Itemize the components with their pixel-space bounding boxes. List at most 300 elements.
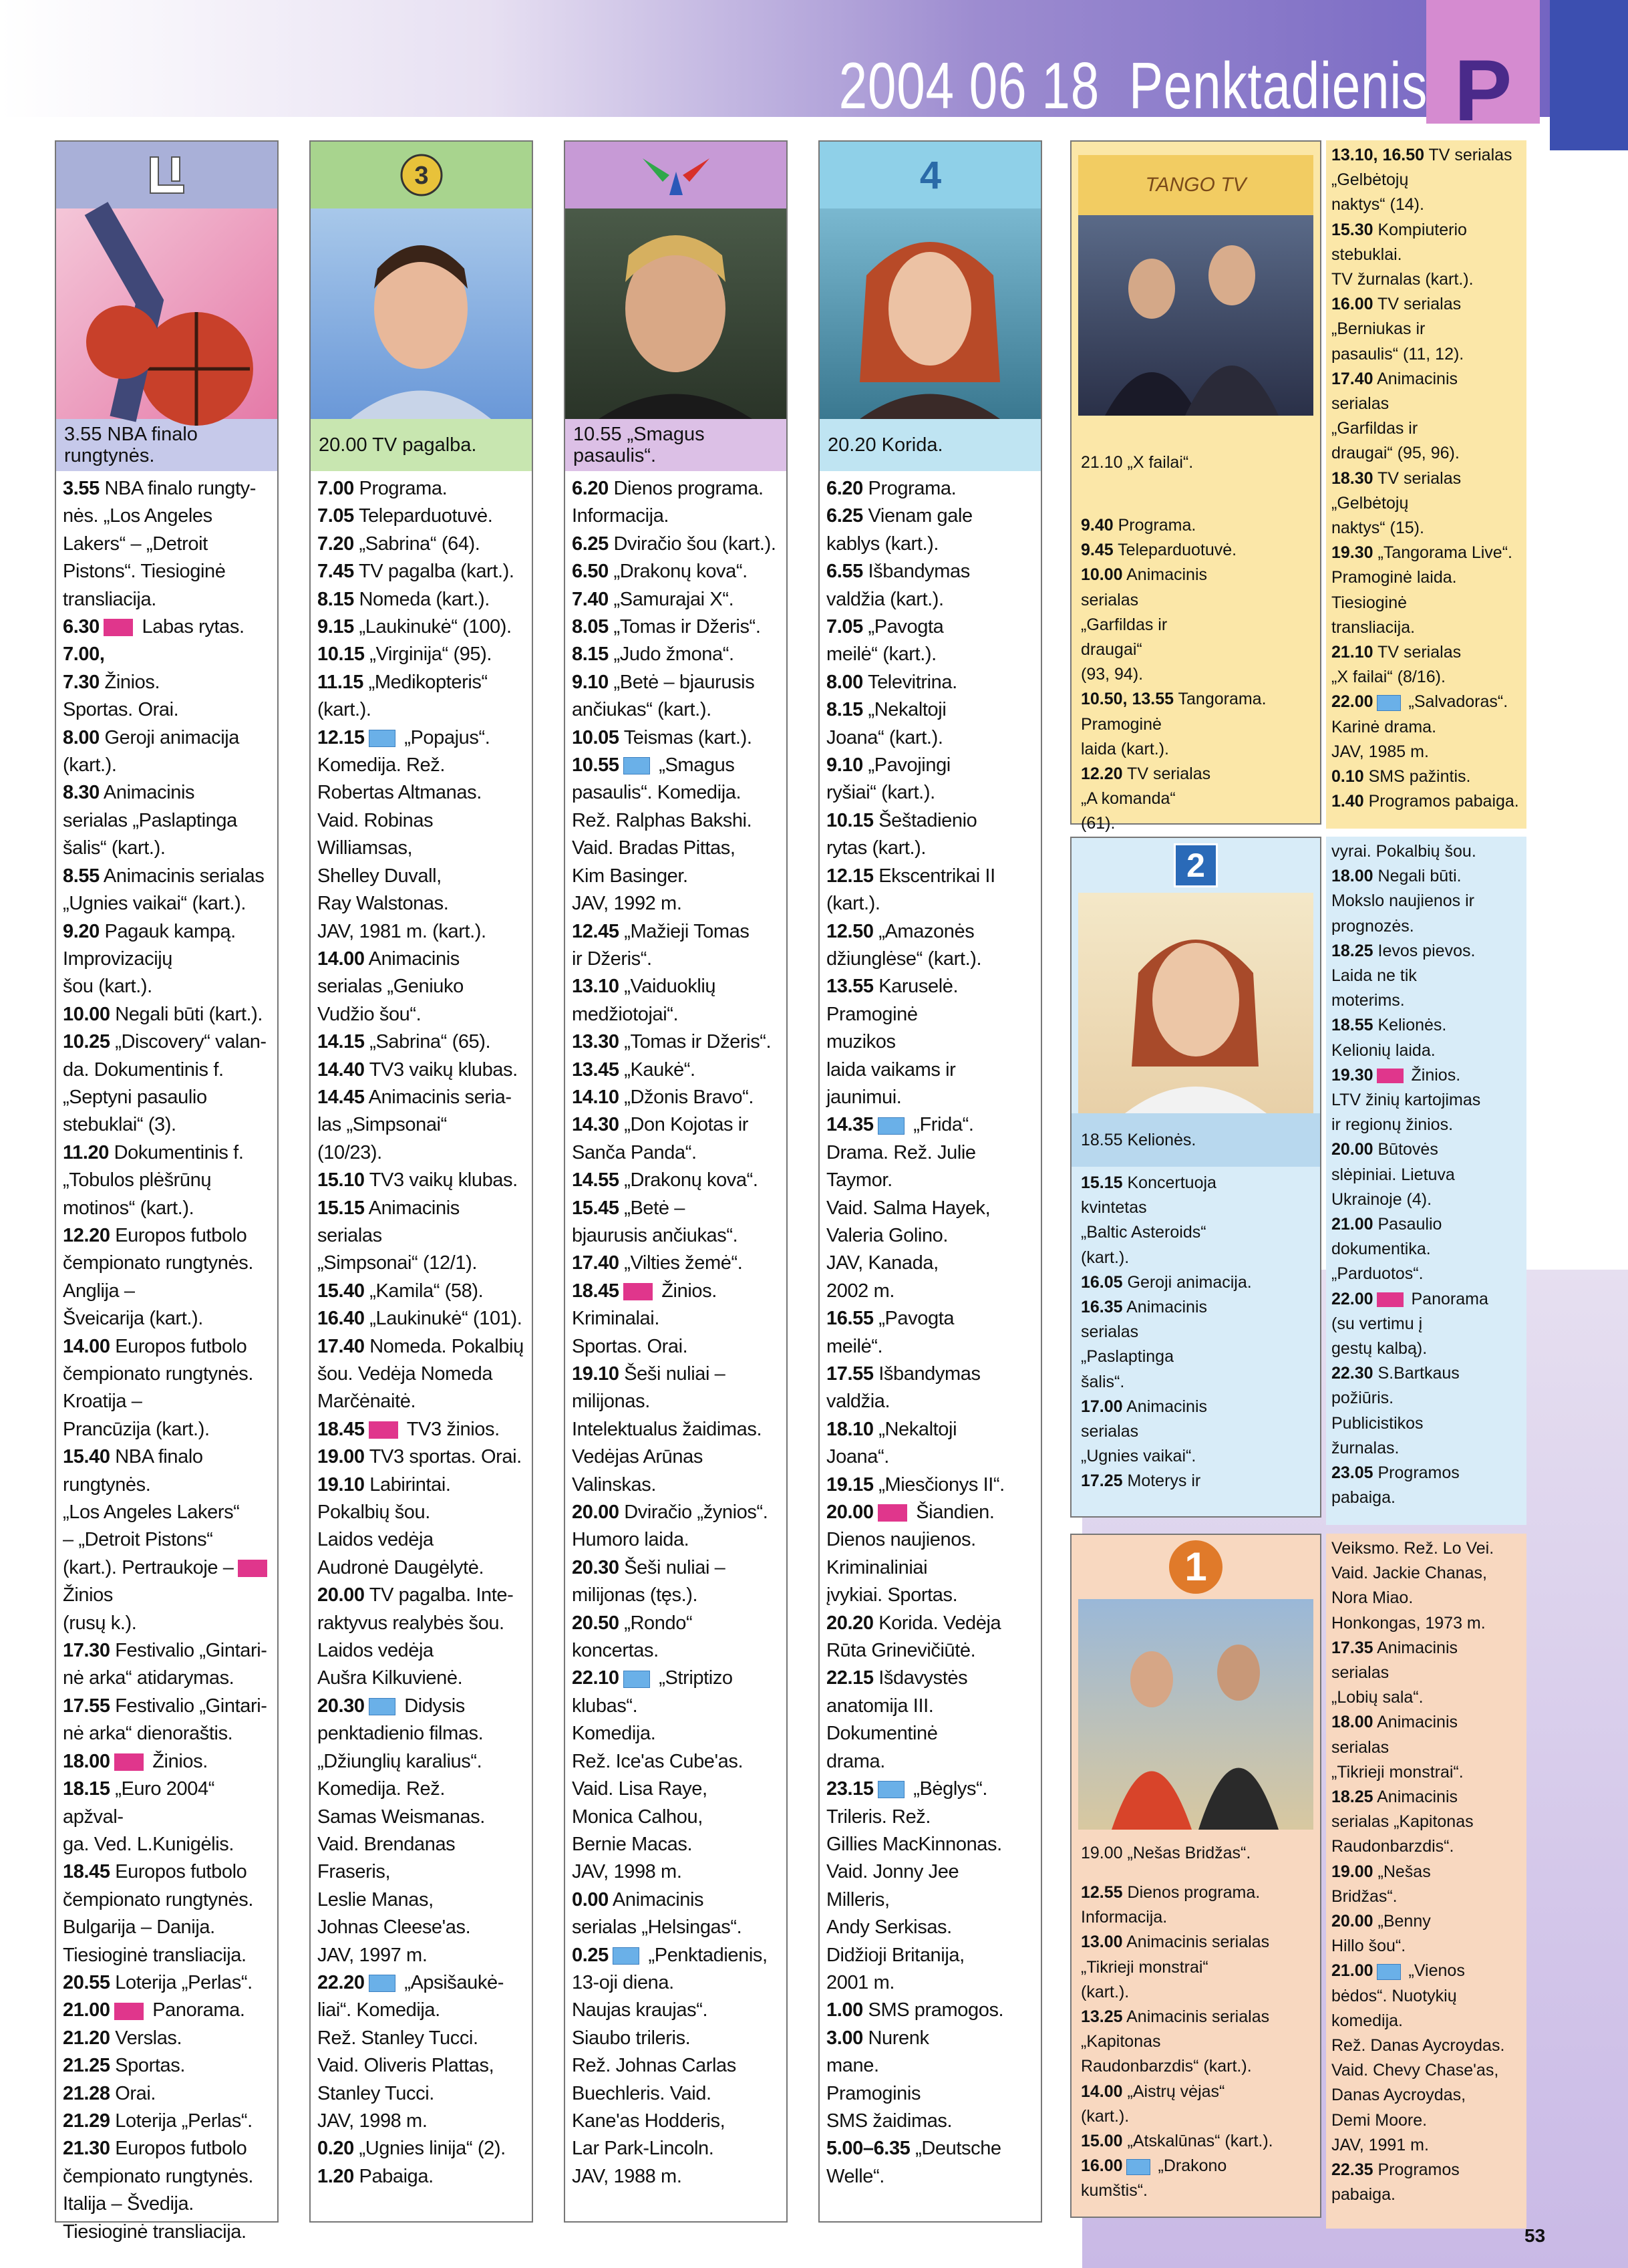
program-title: Koncertuoja kvintetas „Baltic Asteroids“ (kart.).: [1081, 1173, 1216, 1267]
program-time: 18.00: [1331, 867, 1373, 886]
program-entry: [826, 475, 1035, 503]
film-icon: [369, 730, 395, 747]
program-title: Kompiuterio stebuklai. TV žurnalas (kart.).: [1331, 220, 1474, 289]
program-title: Programa.: [862, 478, 957, 499]
program-title: „Pavogta meilė“.: [826, 1308, 955, 1357]
program-title: Animacinis serialas „Lobių sala“.: [1331, 1638, 1458, 1707]
film-icon: [1377, 1964, 1401, 1980]
program-entry: [63, 1222, 272, 1333]
program-title: „Euro 2004“ apžval- ga. Ved. L.Kunigėlis.: [63, 1778, 234, 1855]
program-entry: [572, 1886, 781, 1942]
schedule-list: [56, 471, 277, 2246]
program-entry: [572, 1278, 781, 1361]
program-title: Tangorama. Pramoginė laida (kart.).: [1081, 690, 1267, 758]
program-entry: [572, 531, 781, 558]
program-entry: [572, 1056, 781, 1084]
program-title: Dviračio „žynios“. Humoro laida.: [572, 1502, 768, 1551]
program-time: 20.00: [1331, 1140, 1373, 1159]
program-entry: [317, 558, 526, 585]
news-icon: [878, 1504, 907, 1522]
program-entry: [63, 2080, 272, 2108]
program-entry: [826, 1361, 1035, 1416]
program-title: Kelionės. Kelionių laida.: [1331, 1016, 1447, 1060]
program-entry: [1331, 367, 1526, 466]
program-title: Panorama (su vertimu į gestų kalbą).: [1331, 1289, 1488, 1359]
channel-block-tv1: [1070, 1534, 1321, 2218]
schedule-list: [820, 471, 1041, 2190]
program-entry: [826, 918, 1035, 974]
program-title: Dviračio šou (kart.).: [608, 533, 776, 555]
program-time: 0.00: [572, 1888, 609, 1910]
program-time: 7.05: [826, 616, 863, 638]
program-title: „Virginija“ (95).: [364, 644, 492, 666]
program-title: Didysis penktadienio filmas. „Džiunglių karalius“. Komedija. Rež. Samas Weismanas. Vaid. Brendanas Fraseris, Leslie Manas, Johnas Cleese'as. JAV, 1997 m.: [317, 1695, 485, 1966]
channel-logo-tango: [1078, 155, 1313, 215]
program-time: 20.30: [572, 1556, 619, 1578]
program-entry: [1081, 2129, 1315, 2154]
program-entry: [1331, 1013, 1526, 1062]
program-time: 12.55: [1081, 1883, 1123, 1902]
program-title: „Laukinukė“ (101).: [364, 1308, 522, 1330]
program-time: 11.15: [317, 671, 363, 693]
program-entry: [63, 2025, 272, 2052]
program-time: 10.00: [1081, 565, 1123, 585]
program-time: 21.28: [63, 2082, 110, 2104]
program-time: 20.00: [1331, 1912, 1373, 1931]
program-title: Pasaulio dokumentika. „Parduotos“.: [1331, 1215, 1442, 1284]
program-photo-presenter: [820, 208, 1041, 419]
program-time: 18.25: [1331, 1788, 1373, 1807]
program-title: Sportas.: [110, 2055, 186, 2077]
program-photo-nash-bridges: [1078, 1599, 1313, 1830]
program-title: „Betė – bjaurusis ančiukas“ (kart.).: [572, 671, 755, 721]
program-time: 22.15: [826, 1667, 874, 1689]
program-title: Europos futbolo čempionato rungtynės. Bulgarija – Danija. Tiesioginė transliacija.: [63, 1861, 253, 1966]
program-entry: [63, 1776, 272, 1858]
program-entry: [826, 613, 1035, 669]
program-entry: [1331, 1361, 1526, 1461]
program-photo-basketball: [56, 208, 277, 419]
program-title: Nomeda. Pokalbių šou. Vedėja Nomeda Marčėnaitė.: [317, 1335, 524, 1413]
program-title: „Smagus pasaulis“. Komedija. Rež. Ralphas Bakshi. Vaid. Bradas Pittas, Kim Basinger. JAV, 1992 m.: [572, 754, 752, 915]
program-title: Animacinis serialas „Kapitonas Raudonbarzdis“ (kart.).: [1081, 2007, 1270, 2076]
program-title: „Nekaltoji Joana“.: [826, 1418, 957, 1468]
program-title: „Betė – bjaurusis ančiukas“.: [572, 1197, 738, 1246]
program-title: „Pavojingi ryšiai“ (kart.).: [826, 754, 951, 804]
program-time: 12.15: [317, 726, 365, 748]
program-entry: [63, 475, 272, 613]
program-time: 16.05: [1081, 1272, 1123, 1292]
news-icon: [1377, 1292, 1404, 1307]
program-time: 21.10: [1331, 643, 1373, 662]
program-time: 14.45: [317, 1086, 365, 1108]
program-title: SMS pramogos.: [862, 1999, 1004, 2021]
program-title: Europos futbolo čempionato rungtynės. Italija – Švedija. Tiesioginė transliacija.: [63, 2138, 253, 2243]
schedule-list: [1072, 509, 1320, 837]
program-time: 18.00: [1331, 1713, 1373, 1732]
film-icon: [878, 1781, 905, 1798]
program-title: Išbandymas valdžia (kart.).: [826, 561, 970, 610]
program-entry: [1331, 764, 1526, 789]
program-entry: [572, 586, 781, 613]
program-time: 16.00: [1331, 295, 1373, 314]
program-title: Nomeda (kart.).: [353, 588, 490, 610]
program-entry: [1331, 1212, 1526, 1287]
program-entry: [572, 1167, 781, 1194]
program-title: Vienam gale kablys (kart.).: [826, 505, 973, 555]
page-title: [839, 48, 1428, 124]
highlight-caption: 20.20 Korida.: [820, 419, 1041, 471]
program-time: 17.55: [826, 1363, 874, 1385]
program-entry: [1331, 218, 1526, 293]
program-entry: [317, 531, 526, 558]
program-title: „Rondo“ koncertas.: [572, 1612, 693, 1662]
program-title: TV3 sportas. Orai.: [364, 1446, 522, 1468]
highlight-caption: 18.55 Kelionės.: [1072, 1113, 1320, 1167]
highlight-caption: 21.10 „X failai“.: [1081, 452, 1194, 472]
program-entry: [1331, 2158, 1526, 2207]
program-title: „Discovery“ valan- da. Dokumentinis f. „Septyni pasaulio stebuklai“ (3).: [63, 1031, 267, 1136]
program-time: 21.00: [1331, 1215, 1373, 1234]
program-title: Animacinis serialas „Geniuko Vudžio šou“.: [317, 948, 464, 1025]
program-title: Žinios. LTV žinių kartojimas ir regionų žinios.: [1331, 1065, 1481, 1135]
program-time: 15.40: [317, 1280, 365, 1302]
program-time: 16.40: [317, 1308, 365, 1330]
program-title: „Judo žmona“.: [608, 644, 734, 666]
program-time: 3.55: [63, 478, 100, 499]
program-title: Panorama.: [147, 1999, 245, 2021]
program-title: Festivalio „Gintari- nė arka“ atidarymas.: [63, 1640, 267, 1689]
program-time: 11.20: [63, 1141, 109, 1163]
program-title: Karuselė. Pramoginė muzikos laida vaikams ir jaunimui.: [826, 976, 959, 1108]
program-title: Animacinis serialas „Tikrieji monstrai“.: [1331, 1713, 1464, 1782]
program-title: „Aistrų vėjas“ (kart.).: [1081, 2082, 1225, 2126]
program-time: 8.55: [63, 865, 100, 887]
program-entry: [1331, 1959, 1526, 2158]
program-time: 15.30: [1331, 220, 1373, 239]
program-time: 10.15: [317, 644, 365, 666]
program-entry: [572, 1028, 781, 1056]
program-title: Animacinis serialas „Kapitonas Raudonbarzdis“.: [1331, 1788, 1474, 1856]
program-title: NBA finalo rungtynės. „Los Angeles Lakers“ – „Detroit Pistons“ (kart.). Pertraukoje –: [63, 1446, 240, 1578]
program-entry: [826, 973, 1035, 1111]
program-entry: [1331, 143, 1526, 218]
program-entry: [1331, 1860, 1526, 1909]
program-time: 18.15: [63, 1778, 110, 1800]
weekday: Penktadienis: [1128, 49, 1428, 122]
program-entry: [317, 613, 526, 641]
program-entry: [1331, 1636, 1526, 1711]
program-time: 7.05: [317, 505, 354, 527]
program-entry: [1331, 1710, 1526, 1785]
program-time: 16.55: [826, 1308, 874, 1330]
program-time: 17.40: [572, 1252, 619, 1274]
program-entry: [1081, 513, 1315, 538]
program-title: Verslas.: [110, 2027, 182, 2049]
program-title: Labirintai. Pokalbių šou. Laidos vedėja Audronė Daugėlytė.: [317, 1473, 484, 1578]
program-entry: [1331, 1909, 1526, 1959]
program-title: „Ugnies linija“ (2).: [353, 2138, 506, 2160]
program-entry: [317, 1278, 526, 1305]
program-title: Europos futbolo čempionato rungtynės. Anglija – Šveicarija (kart.).: [63, 1224, 253, 1330]
program-time: 19.00: [1331, 1862, 1373, 1881]
program-time: 10.00: [63, 1003, 110, 1025]
program-title: Išdavystės anatomija III. Dokumentinė drama.: [826, 1667, 968, 1772]
channel-column-lnk: [564, 140, 788, 2223]
program-time: 18.00: [63, 1750, 110, 1772]
program-title: „Tangorama Live“. Pramoginė laida. Tiesioginė transliacija.: [1331, 543, 1512, 637]
program-title: Animacinis serialas „Tikrieji monstrai“ (kart.).: [1081, 1933, 1270, 2001]
schedule-list: [1072, 1876, 1320, 2204]
program-title: „Vilties žemė“.: [619, 1252, 743, 1274]
program-time: 8.00: [826, 671, 863, 693]
program-entry: [317, 1195, 526, 1278]
program-time: 7.00, 7.30: [63, 644, 105, 693]
program-entry: [1331, 690, 1526, 764]
program-title: Geroji animacija (kart.).: [63, 726, 240, 776]
program-title: Išbandymas valdžia.: [826, 1363, 981, 1413]
program-time: 1.40: [1331, 792, 1364, 811]
program-entry: [63, 863, 272, 918]
program-time: 12.15: [826, 865, 874, 887]
film-icon: [623, 757, 650, 774]
program-title: TV pagalba (kart.).: [353, 561, 514, 583]
highlight-caption: 3.55 NBA finalo rungtynės.: [56, 419, 277, 471]
program-entry: [63, 1139, 272, 1222]
program-entry: [826, 1416, 1035, 1471]
program-title: Dokumentinis f. „Tobulos plėšrūnų motinos“ (kart.).: [63, 1141, 244, 1219]
program-time: 17.55: [63, 1695, 110, 1717]
program-entry: [63, 1858, 272, 1969]
program-title: „Apsišaukė- liai“. Komedija. Rež. Stanley Tucci. Vaid. Oliveris Plattas, Stanley Tucci. JAV, 1998 m.: [317, 1971, 504, 2132]
program-time: 18.55: [1331, 1016, 1373, 1035]
program-time: 23.05: [1331, 1463, 1373, 1483]
program-title: S.Bartkaus požiūris. Publicistikos žurnalas.: [1331, 1364, 1460, 1457]
program-title: „Nekaltoji Joana“ (kart.).: [826, 699, 947, 748]
program-entry: [572, 1084, 781, 1111]
program-entry: [572, 558, 781, 585]
program-photo-woman: [1078, 893, 1313, 1113]
program-entry: [63, 918, 272, 1001]
program-entry: [1081, 2154, 1315, 2203]
program-title: Nurenk mane. Pramoginis SMS žaidimas.: [826, 2027, 953, 2132]
program-time: 8.15: [826, 699, 863, 721]
program-title: Programa.: [1113, 516, 1196, 535]
program-time: 14.00: [63, 1335, 110, 1357]
program-title: Programos pabaiga.: [1331, 1463, 1460, 1508]
program-time: 14.10: [572, 1086, 619, 1108]
program-time: 22.10: [572, 1667, 619, 1689]
program-title: TV serialas „Gelbėtojų naktys“ (15).: [1331, 468, 1462, 538]
program-time: 18.45: [572, 1280, 619, 1302]
program-time: 15.10: [317, 1169, 365, 1191]
program-title: vyrai. Pokalbių šou.: [1331, 842, 1476, 861]
program-title: „Vienos bėdos“. Nuotykių komedija. Rež. Danas Aycroydas. Vaid. Chevy Chase'as, Danas Aycroydas, Demi Moore. JAV, 1991 m.: [1331, 1961, 1505, 2154]
program-time: 19.00: [317, 1446, 365, 1468]
highlight-caption: 19.00 „Nešas Bridžas“.: [1081, 1843, 1251, 1862]
program-time: 8.15: [317, 588, 354, 610]
program-time: 0.10: [1331, 767, 1364, 787]
program-time: 18.45: [63, 1861, 110, 1883]
program-title: Šeši nuliai – milijonas. Intelektualus žaidimas. Vedėjas Arūnas Valinskas.: [572, 1363, 762, 1496]
program-time: 1.00: [826, 1999, 863, 2021]
program-time: 6.30: [63, 616, 100, 638]
news-icon: [114, 1753, 144, 1771]
program-entry: [1081, 1930, 1315, 2005]
program-time: 14.55: [572, 1169, 619, 1191]
program-entry: [1331, 640, 1526, 690]
program-title: „Benny Hillo šou“.: [1331, 1912, 1431, 1956]
program-title: NBA finalo rungty- nės. „Los Angeles Lakers“ – „Detroit Pistons“. Tiesioginė transliacija.: [63, 478, 257, 610]
program-time: 5.00–6.35: [826, 2138, 911, 2160]
program-title: Negali būti. Mokslo naujienos ir prognozės.: [1331, 867, 1474, 936]
program-entry: [317, 1056, 526, 1084]
program-title: „Kaukė“.: [619, 1058, 695, 1081]
program-title: Animacinis serialas „Paslaptinga šalis“.: [1081, 1298, 1208, 1391]
program-title: TV3 vaikų klubas.: [364, 1169, 518, 1191]
program-time: 8.05: [572, 616, 609, 638]
program-time: 6.25: [572, 533, 609, 555]
program-entry: [317, 1416, 526, 1443]
side-column-tv1: [1326, 1534, 1526, 2229]
program-entry: [63, 1637, 272, 1693]
program-title: „Deutsche Welle“.: [826, 2138, 1001, 2187]
program-time: 6.50: [572, 561, 609, 583]
program-time: 1.20: [317, 2165, 354, 2187]
program-entry: [572, 1361, 781, 1499]
program-title: Orai.: [110, 2082, 156, 2104]
program-entry: [1331, 789, 1526, 814]
program-entry: [826, 2025, 1035, 2136]
program-time: 17.35: [1331, 1638, 1373, 1657]
highlight-caption: 10.55 „Smagus pasaulis“.: [565, 419, 786, 471]
program-entry: [826, 863, 1035, 918]
program-entry: [1081, 1880, 1315, 1930]
program-time: 6.25: [826, 505, 863, 527]
program-entry: [1081, 1469, 1315, 1494]
program-entry: [317, 1471, 526, 1582]
film-icon: [613, 1947, 639, 1965]
program-title: Pabaiga.: [353, 2165, 434, 2187]
schedule-list: [565, 471, 786, 2190]
program-title: „Penktadienis, 13-oji diena. Naujas kraujas“. Siaubo trileris. Rež. Johnas Carlas Buechleris. Vaid. Kane'as Hodderis, Lar Park-Lincoln. JAV, 1988 m.: [572, 1944, 768, 2187]
program-entry: [572, 724, 781, 752]
program-entry: [1331, 541, 1526, 640]
program-entry: [1331, 1287, 1526, 1362]
program-title: Ievos pievos. Laida ne tik moterims.: [1331, 941, 1476, 1010]
program-entry: [572, 641, 781, 668]
program-title: „Drakonų kova“.: [619, 1169, 758, 1191]
program-entry: [63, 779, 272, 862]
program-title: Žinios. Kriminalai. Sportas. Orai.: [572, 1280, 717, 1357]
program-time: 17.30: [63, 1640, 110, 1662]
program-time: 15.45: [572, 1197, 619, 1219]
program-time: 20.50: [572, 1612, 619, 1634]
film-icon: [369, 1698, 395, 1715]
program-time: 21.20: [63, 2027, 110, 2049]
program-title: „Amazonės džiunglėse“ (kart.).: [826, 920, 982, 970]
program-entry: [826, 1610, 1035, 1665]
program-entry: [1081, 1171, 1315, 1270]
program-title: Animacinis serialas „Helsingas“.: [572, 1888, 742, 1939]
program-title: „Medikopteris“ (kart.).: [317, 671, 488, 721]
program-title: Animacinis serialas „Garfildas ir draugai“ (95, 96).: [1331, 369, 1460, 463]
program-title: „Bėglys“. Trileris. Rež. Gillies MacKinnonas. Vaid. Jonny Jee Milleris, Andy Serkisas. Didžioji Britanija, 2001 m.: [826, 1778, 1002, 1993]
program-entry: [63, 1748, 272, 1776]
program-entry: [1331, 1785, 1526, 1860]
program-entry: [1081, 1270, 1315, 1295]
program-entry: [826, 2135, 1035, 2190]
program-time: 0.25: [572, 1944, 609, 1966]
channel-column-btv: [818, 140, 1042, 2223]
program-title: Šeštadienio rytas (kart.).: [826, 809, 977, 859]
program-title: „Popajus“. Komedija. Rež. Robertas Altmanas. Vaid. Robinas Williamsas, Shelley Duvall, Ray Walstonas. JAV, 1981 m. (kart.).: [317, 726, 490, 942]
program-title: Festivalio „Gintari- nė arka“ dienoraštis.: [63, 1695, 267, 1745]
news-icon: [623, 1283, 653, 1300]
program-time: 9.20: [63, 920, 100, 942]
program-entry: [317, 1167, 526, 1194]
program-time: 12.20: [63, 1224, 110, 1246]
program-entry: [317, 586, 526, 613]
film-icon: [1377, 695, 1401, 711]
program-time: 21.30: [63, 2138, 110, 2160]
program-title: „Tomas ir Džeris“.: [608, 616, 761, 638]
program-time: 3.00: [826, 2027, 863, 2049]
program-time: 17.40: [317, 1335, 365, 1357]
header-blue-strip: [1550, 0, 1628, 150]
program-time: 16.00: [1081, 2156, 1123, 2176]
program-title: „Don Kojotas ir Sanča Panda“.: [572, 1114, 749, 1163]
program-time: 8.30: [63, 782, 100, 804]
program-time: 8.00: [63, 726, 100, 748]
schedule-list: [1326, 1534, 1526, 2207]
program-title: Ekscentrikai II (kart.).: [826, 865, 995, 915]
film-icon: [878, 1117, 905, 1135]
program-time: 10.05: [572, 726, 619, 748]
program-title: Animacinis serialas „Ugnies vaikai“.: [1081, 1397, 1208, 1466]
program-entry: [572, 669, 781, 724]
program-time: 19.10: [317, 1473, 365, 1496]
program-title: Moterys ir: [1122, 1471, 1201, 1491]
program-time: 10.15: [826, 809, 874, 831]
side-column-lrt2: [1326, 837, 1526, 1525]
program-entry: [1331, 1536, 1526, 1636]
program-entry: [1081, 2080, 1315, 2129]
program-entry: [63, 1997, 272, 2024]
program-title: TV serialas „Gelbėtojų naktys“ (14).: [1331, 146, 1512, 215]
program-entry: [572, 973, 781, 1028]
program-title: Programos pabaiga.: [1363, 792, 1519, 811]
channel-logo-lnk: [565, 142, 786, 208]
program-title: „Tomas ir Džeris“.: [619, 1031, 772, 1053]
program-entry: [317, 2163, 526, 2190]
program-entry: [63, 1001, 272, 1028]
program-time: 18.45: [317, 1418, 365, 1440]
channel-block-tango: [1070, 140, 1321, 833]
program-entry: [63, 2135, 272, 2246]
program-entry: [63, 613, 272, 724]
program-entry: [317, 1693, 526, 1969]
program-time: 10.25: [63, 1031, 110, 1053]
program-title: TV3 vaikų klubas.: [364, 1058, 518, 1081]
svg-text:4: 4: [919, 154, 941, 197]
program-time: 18.10: [826, 1418, 874, 1440]
program-time: 22.00: [1331, 1289, 1373, 1308]
program-entry: [826, 558, 1035, 613]
day-letter: P: [1426, 0, 1540, 124]
program-entry: [1331, 839, 1526, 864]
program-entry: [317, 724, 526, 946]
